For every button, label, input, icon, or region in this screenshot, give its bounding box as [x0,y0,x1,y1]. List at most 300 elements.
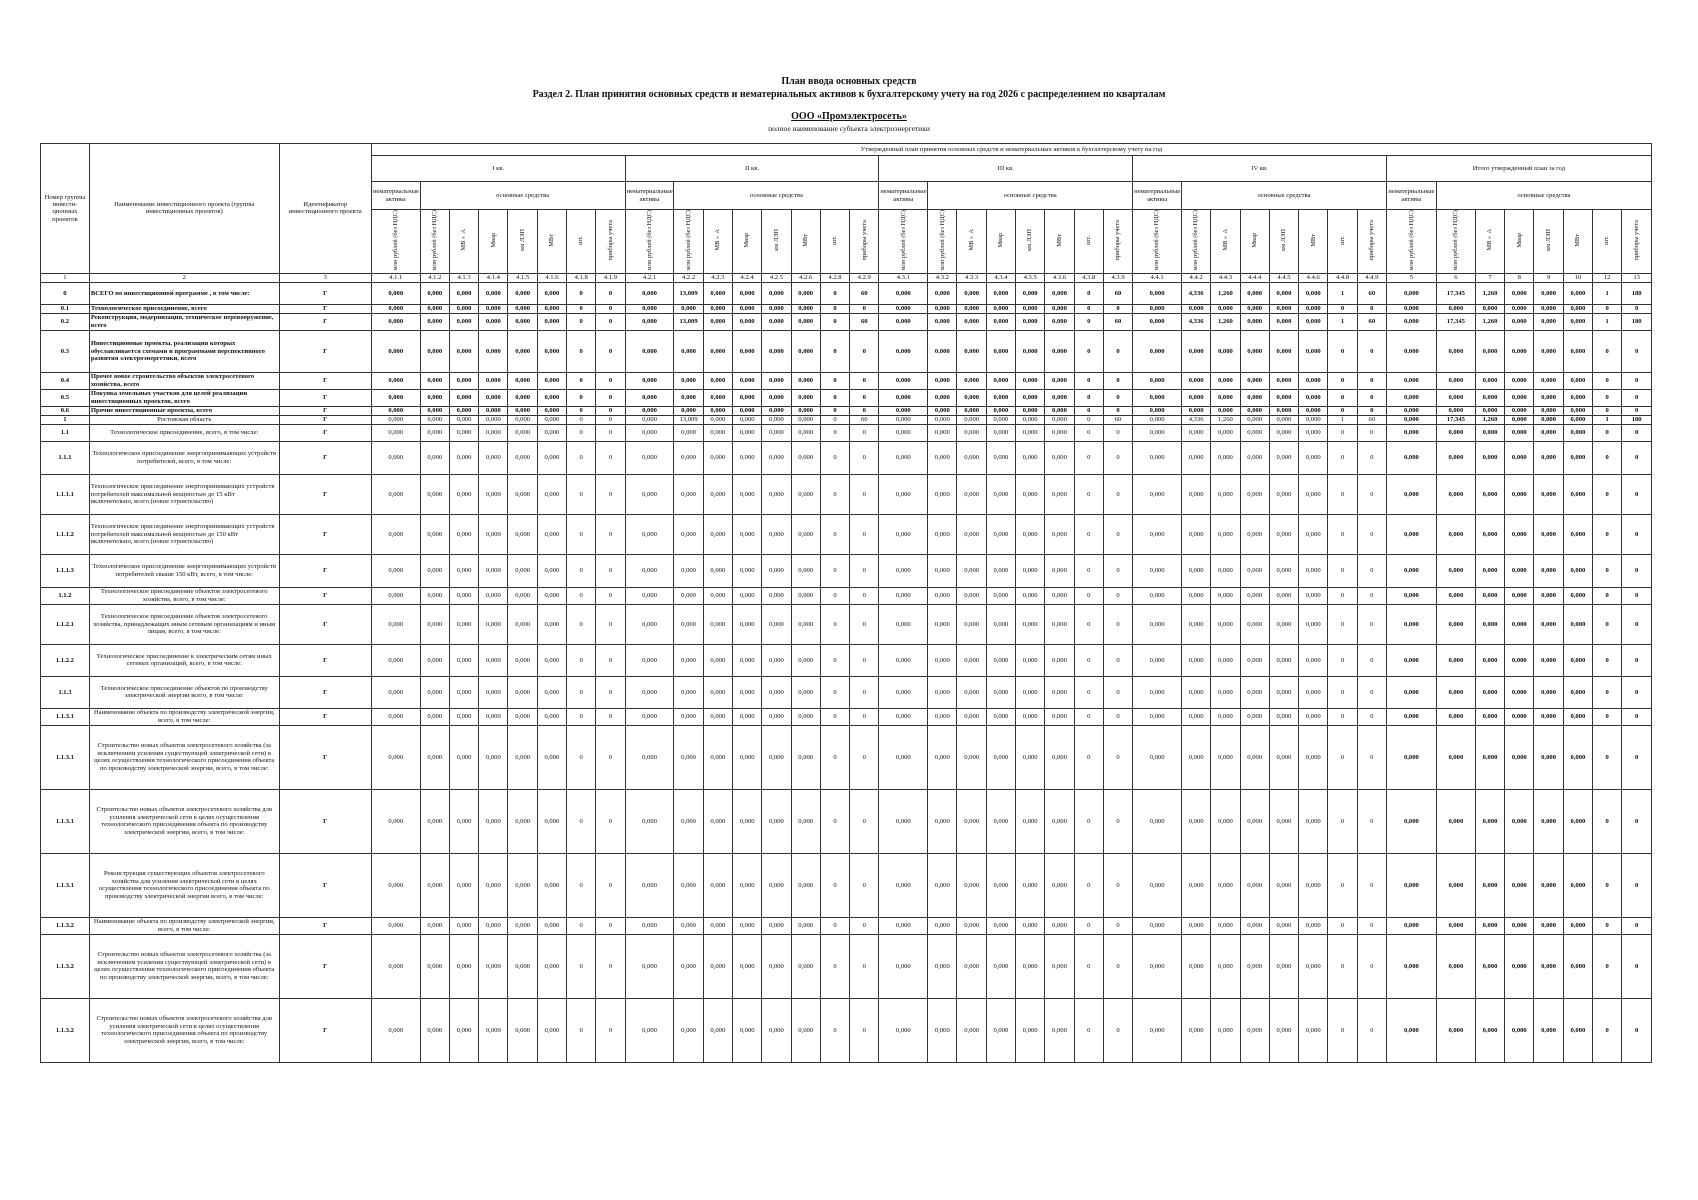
row-value: 0,000 [1181,406,1210,415]
row-value: 0 [1103,554,1132,587]
row-value: 0,000 [762,304,791,313]
row-value: 0,000 [449,853,478,917]
row-value: 0 [1103,789,1132,853]
row-value: 0,000 [928,853,957,917]
column-number: 10 [1563,273,1592,282]
row-value: 0,000 [703,554,732,587]
row-value: 0,000 [1436,304,1475,313]
row-value: 0,000 [1475,789,1504,853]
row-value: 0,000 [1016,424,1045,441]
row-value: 0,000 [1181,934,1210,998]
row-project-name: Строительство новых объектов электросетевого хозяйства (за исключением усиления существующей электрической сети) в целях осуществления технологического присоединения объекта по производству электрической энергии, всего, в том числе: [89,725,279,789]
row-value: 0,000 [1534,789,1563,853]
row-value: 0,000 [1181,725,1210,789]
row-value: 0,000 [1299,372,1328,389]
row-value: 0,000 [879,389,928,406]
row-value: 0,000 [928,389,957,406]
row-value: 0 [1328,644,1357,676]
row-value: 0 [596,372,625,389]
row-value: 0 [850,406,879,415]
column-number: 4.1.4 [479,273,508,282]
row-value: 0,000 [449,330,478,372]
row-value: 0,000 [371,587,420,604]
row-value: 0,000 [1181,853,1210,917]
row-value: 0,000 [625,725,674,789]
row-value: 0,000 [986,554,1015,587]
row-value: 0 [1357,853,1386,917]
column-number: 4.3.5 [1016,273,1045,282]
row-value: 0 [1328,304,1357,313]
row-value: 60 [1357,415,1386,424]
row-value: 0,000 [1045,853,1074,917]
row-value: 0,000 [1436,998,1475,1062]
row-value: 0 [567,725,596,789]
row-value: 0,000 [1475,441,1504,474]
row-value: 1,260 [1475,313,1504,330]
row-value: 0,000 [1016,389,1045,406]
row-value: 0 [1593,474,1622,514]
row-value: 0 [596,415,625,424]
row-value: 0 [850,998,879,1062]
row-value: 0,000 [625,304,674,313]
header-unit [1074,210,1103,274]
table-header [41,144,1652,283]
row-value: 0,000 [1133,708,1182,725]
row-value: 0 [850,304,879,313]
row-value: 0 [820,406,849,415]
row-value: 0 [1103,424,1132,441]
row-value: 0,000 [1045,415,1074,424]
row-value: 0 [820,604,849,644]
row-value: 0,000 [1133,424,1182,441]
row-value: 0,000 [420,789,449,853]
row-value: 1 [1328,415,1357,424]
row-value: 0,000 [1475,424,1504,441]
header-unit-label: млн рублей (без НДС) [1153,210,1161,271]
row-value: 0,000 [1563,424,1592,441]
row-value: 0,000 [1534,406,1563,415]
row-value: 0,000 [1534,853,1563,917]
row-value: 0,000 [1534,474,1563,514]
header-unit-label: км ЛЭП [772,229,780,252]
row-value: 0,000 [1299,917,1328,934]
row-value: 0,000 [537,853,566,917]
header-unit-label: Мвар [743,232,751,248]
column-number: 12 [1593,273,1622,282]
row-value: 0,000 [928,282,957,304]
row-value: 0 [1593,389,1622,406]
row-value: 0,000 [1436,389,1475,406]
row-value: 0,000 [1269,725,1298,789]
row-value: 0 [596,708,625,725]
row-project-id: Г [279,676,371,708]
row-project-name: Технологическое присоединение, всего [89,304,279,313]
row-value: 0,000 [1563,676,1592,708]
table-row [41,304,1652,313]
row-value: 0,000 [986,917,1015,934]
row-value: 0 [820,587,849,604]
row-value: 0 [1357,304,1386,313]
row-value: 0,000 [986,304,1015,313]
column-number: 4.2.3 [703,273,732,282]
row-value: 0,000 [1436,708,1475,725]
row-value: 0 [1328,424,1357,441]
row-group-number: 1.1.3.2 [41,934,90,998]
row-value: 0,000 [1505,304,1534,313]
row-value: 0 [1103,304,1132,313]
row-value: 0,000 [1534,934,1563,998]
row-value: 0,000 [1386,441,1436,474]
header-unit-label: Мвар [1515,232,1523,248]
row-value: 0,000 [762,389,791,406]
row-value: 0,000 [420,304,449,313]
row-value: 0,000 [879,514,928,554]
row-value: 0 [567,304,596,313]
row-value: 0 [596,604,625,644]
row-value: 0,000 [625,934,674,998]
row-value: 0,000 [1505,934,1534,998]
row-value: 0,000 [1505,415,1534,424]
row-value: 60 [1103,415,1132,424]
column-number: 13 [1622,273,1652,282]
row-value: 0,000 [928,998,957,1062]
row-value: 0,000 [371,554,420,587]
row-value: 0,000 [449,604,478,644]
column-number: 4.4.4 [1240,273,1269,282]
row-value: 0 [1593,853,1622,917]
table-row [41,514,1652,554]
table-row [41,725,1652,789]
row-value: 0,000 [986,725,1015,789]
column-number: 4.4.5 [1269,273,1298,282]
row-value: 0,000 [371,934,420,998]
row-value: 0,000 [879,676,928,708]
row-value: 0 [1328,998,1357,1062]
header-unit-label: приборы учета [1368,219,1376,261]
row-value: 0,000 [1133,474,1182,514]
row-value: 0,000 [732,676,761,708]
row-value: 0,000 [1436,676,1475,708]
row-project-id: Г [279,644,371,676]
row-value: 0,000 [449,917,478,934]
row-value: 0,000 [449,424,478,441]
row-value: 0,000 [1240,934,1269,998]
column-number: 6 [1436,273,1475,282]
row-value: 0 [1593,406,1622,415]
row-value: 0,000 [791,304,820,313]
header-fixed-assets: основные средства [1181,182,1386,210]
row-value: 0,000 [1181,424,1210,441]
row-value: 0,000 [703,917,732,934]
column-number: 2 [89,273,279,282]
row-value: 0 [1622,441,1652,474]
row-value: 0,000 [508,644,537,676]
column-number: 4.2.1 [625,273,674,282]
row-value: 0,000 [957,424,986,441]
row-value: 0,000 [1045,587,1074,604]
row-value: 0,000 [791,708,820,725]
row-value: 0 [567,789,596,853]
row-value: 0,000 [762,725,791,789]
row-value: 0,000 [420,725,449,789]
row-value: 0,000 [449,389,478,406]
header-unit-label: млн рублей (без НДС) [1452,210,1460,271]
row-value: 0 [850,853,879,917]
row-value: 0 [596,313,625,330]
row-value: 0,000 [1045,789,1074,853]
row-value: 0 [1328,708,1357,725]
row-value: 0,000 [1269,934,1298,998]
header-unit-label: км ЛЭП [1026,229,1034,252]
row-value: 0,000 [625,587,674,604]
header-project-id: Идентификатор инвестиционного проекта [279,144,371,274]
row-value: 0 [567,313,596,330]
row-value: 0,000 [420,415,449,424]
row-value: 0,000 [1181,372,1210,389]
row-value: 0,000 [1211,676,1240,708]
row-value: 0,000 [449,934,478,998]
row-value: 0,000 [371,415,420,424]
row-value: 0,000 [1386,514,1436,554]
row-value: 0,000 [732,853,761,917]
row-value: 0 [1622,725,1652,789]
row-value: 0 [1103,587,1132,604]
row-value: 0,000 [1181,389,1210,406]
row-value: 0,000 [1133,389,1182,406]
table-body [41,282,1652,1062]
row-value: 0 [567,917,596,934]
header-unit [928,210,957,274]
row-value: 0,000 [957,725,986,789]
row-value: 0,000 [986,330,1015,372]
row-value: 0 [820,676,849,708]
row-value: 0,000 [1240,554,1269,587]
row-value: 0,000 [928,934,957,998]
row-value: 0,000 [1505,708,1534,725]
row-value: 0 [1622,853,1652,917]
row-value: 0,000 [1299,554,1328,587]
row-value: 0 [1328,474,1357,514]
row-value: 0,000 [791,372,820,389]
row-value: 0 [1357,372,1386,389]
row-project-id: Г [279,424,371,441]
row-value: 0,000 [986,282,1015,304]
row-value: 0,000 [1386,424,1436,441]
row-value: 0 [1074,725,1103,789]
row-value: 0,000 [1133,415,1182,424]
row-value: 0 [1328,587,1357,604]
row-value: 0,000 [762,853,791,917]
row-value: 0,000 [371,644,420,676]
header-intangible-assets: нематериальные активы [371,182,420,210]
row-value: 0 [1074,389,1103,406]
row-value: 0 [1593,934,1622,998]
header-unit-label: Мвар [997,232,1005,248]
row-value: 0 [1103,676,1132,708]
row-value: 0 [1074,304,1103,313]
header-unit [1299,210,1328,274]
row-value: 0,000 [1386,474,1436,514]
row-value: 0,000 [371,389,420,406]
row-value: 0,000 [1475,917,1504,934]
row-value: 0 [820,934,849,998]
row-value: 0 [1622,474,1652,514]
row-value: 0,000 [420,372,449,389]
row-value: 0,000 [674,554,703,587]
row-value: 0,000 [957,330,986,372]
row-value: 0,000 [1269,708,1298,725]
row-value: 0,000 [1505,474,1534,514]
row-value: 0,000 [625,389,674,406]
row-value: 0,000 [1436,372,1475,389]
header-quarter: IV кв. [1133,156,1387,182]
row-value: 0,000 [1269,789,1298,853]
row-value: 0,000 [420,441,449,474]
row-value: 0 [1622,917,1652,934]
row-value: 0 [820,313,849,330]
row-value: 0,000 [1505,372,1534,389]
row-group-number: 1.1.2.1 [41,604,90,644]
row-value: 0,000 [1475,474,1504,514]
row-value: 0,000 [1534,330,1563,372]
row-value: 0,000 [508,998,537,1062]
row-value: 0 [1328,917,1357,934]
row-value: 0,000 [1475,406,1504,415]
header-unit-label: млн рублей (без НДС) [645,210,653,271]
header-unit-label: МВт [548,233,556,247]
row-value: 0,000 [1534,604,1563,644]
row-value: 0 [1074,998,1103,1062]
row-value: 0,000 [1475,554,1504,587]
row-value: 0 [596,304,625,313]
row-value: 0,000 [791,406,820,415]
row-value: 0 [850,644,879,676]
row-value: 0,000 [674,424,703,441]
row-value: 0,000 [1016,313,1045,330]
row-value: 0 [850,917,879,934]
row-value: 0,000 [1386,708,1436,725]
row-value: 0,000 [703,725,732,789]
row-value: 0,000 [1016,282,1045,304]
row-value: 0,000 [1386,554,1436,587]
row-value: 0,000 [674,934,703,998]
row-value: 0 [1103,725,1132,789]
row-value: 0,000 [625,644,674,676]
row-value: 0,000 [1475,587,1504,604]
row-value: 0,000 [1563,917,1592,934]
row-value: 0,000 [479,514,508,554]
row-value: 0,000 [1386,998,1436,1062]
row-value: 0 [567,415,596,424]
row-value: 0,000 [1133,644,1182,676]
row-value: 0,000 [674,587,703,604]
row-value: 0,000 [732,604,761,644]
row-group-number: 1.1.3.1 [41,725,90,789]
row-value: 0,000 [1534,708,1563,725]
row-value: 0,000 [1045,604,1074,644]
header-quarter: II кв. [625,156,879,182]
column-number: 4.3.6 [1045,273,1074,282]
row-value: 0,000 [537,474,566,514]
row-value: 0,000 [703,415,732,424]
row-value: 0,000 [986,587,1015,604]
row-value: 0,000 [1045,554,1074,587]
row-value: 0,000 [625,998,674,1062]
row-value: 0,000 [1269,474,1298,514]
row-value: 0,000 [762,406,791,415]
row-value: 0,000 [371,789,420,853]
row-value: 0 [1357,389,1386,406]
column-number: 4.3.4 [986,273,1015,282]
header-unit [1240,210,1269,274]
row-value: 0,000 [1181,587,1210,604]
row-value: 17,345 [1436,415,1475,424]
header-approved-plan: Утвержденный план принятия основных средств и нематериальных активов к бухгалтерскому учету на год [371,144,1651,156]
row-value: 0 [596,424,625,441]
row-value: 0 [1357,676,1386,708]
row-value: 0,000 [1299,406,1328,415]
row-value: 0,000 [449,514,478,554]
column-number: 4.4.3 [1211,273,1240,282]
row-value: 0 [1593,998,1622,1062]
row-project-id: Г [279,441,371,474]
header-unit [508,210,537,274]
row-value: 1,260 [1211,282,1240,304]
row-value: 0,000 [537,725,566,789]
row-value: 0 [1103,389,1132,406]
row-value: 0 [1357,441,1386,474]
row-value: 0,000 [1240,441,1269,474]
row-value: 0 [596,587,625,604]
row-value: 0,000 [1563,934,1592,998]
row-value: 1,260 [1211,313,1240,330]
row-value: 0,000 [371,917,420,934]
header-unit [1357,210,1386,274]
row-value: 0,000 [1299,441,1328,474]
row-value: 0 [596,554,625,587]
row-value: 0 [1103,934,1132,998]
row-value: 0,000 [879,708,928,725]
row-value: 0,000 [625,474,674,514]
header-unit [567,210,596,274]
row-value: 0,000 [1475,330,1504,372]
row-value: 0,000 [1386,853,1436,917]
row-value: 0,000 [1475,998,1504,1062]
row-value: 0,000 [1475,934,1504,998]
row-value: 0,000 [928,372,957,389]
row-value: 0,000 [1045,304,1074,313]
row-value: 0,000 [1534,676,1563,708]
doc-title: План ввода основных средств [781,76,917,87]
row-value: 0,000 [508,676,537,708]
row-value: 0,000 [1016,917,1045,934]
row-value: 0,000 [703,282,732,304]
row-value: 0,000 [674,604,703,644]
row-value: 0 [567,389,596,406]
row-value: 0,000 [420,917,449,934]
row-value: 0,000 [703,313,732,330]
row-value: 0,000 [1299,514,1328,554]
row-project-name: ВСЕГО по инвестиционной программе , в том числе: [89,282,279,304]
row-value: 0,000 [957,708,986,725]
table-row [41,917,1652,934]
row-value: 0,000 [1436,424,1475,441]
row-value: 0,000 [957,998,986,1062]
row-value: 0,000 [1016,934,1045,998]
row-value: 0,000 [479,554,508,587]
row-value: 0,000 [1505,313,1534,330]
row-value: 60 [850,282,879,304]
